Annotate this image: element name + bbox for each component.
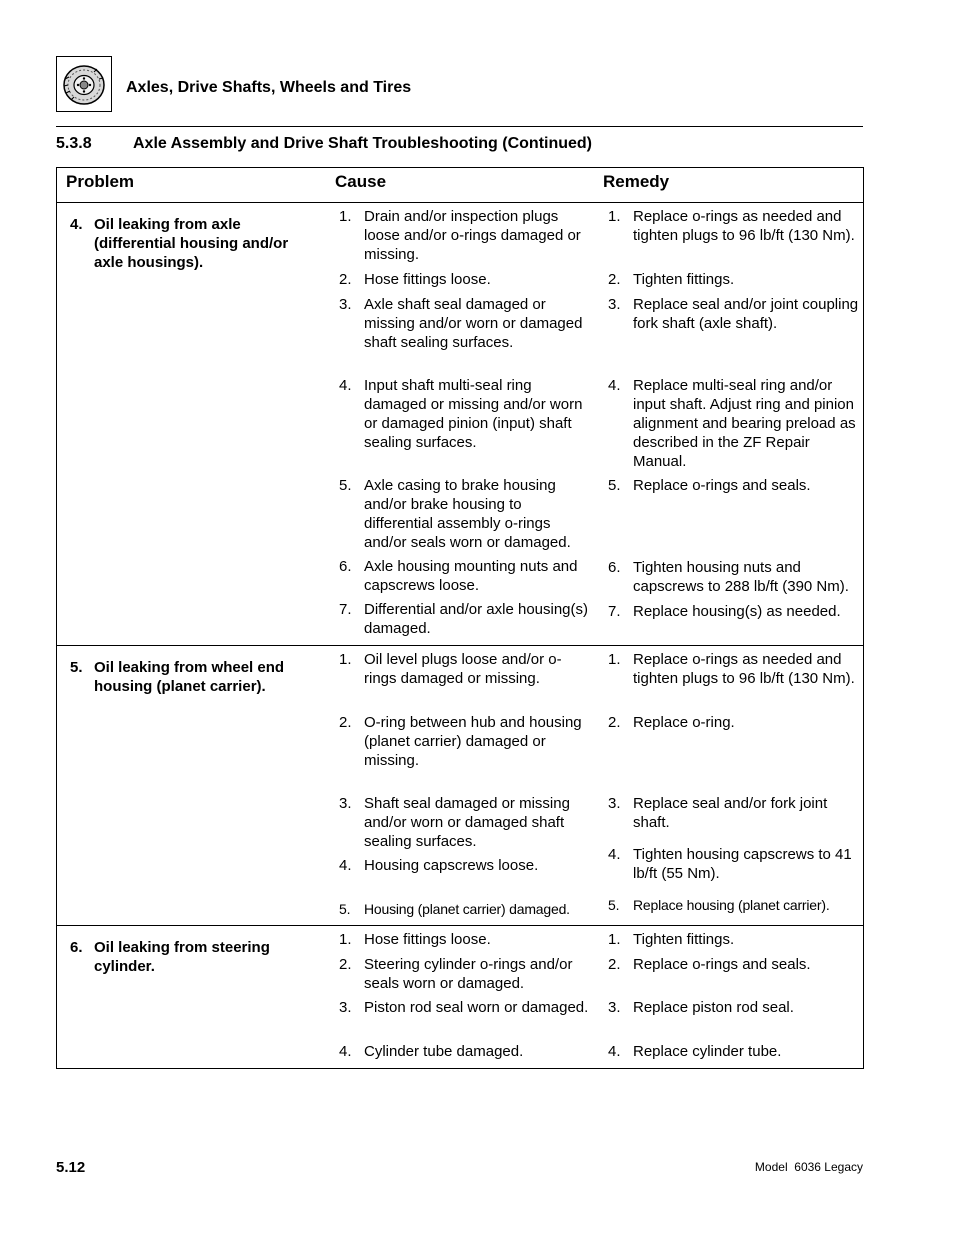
header-icon-box	[56, 56, 112, 112]
cause-item	[339, 650, 589, 688]
cause-number: 7.	[339, 601, 352, 618]
cause-item	[339, 270, 589, 289]
remedy-number: 2.	[608, 714, 621, 731]
remedy-text: Replace o-rings as needed and tighten plugs to 96 lb/ft (130 Nm).	[633, 651, 855, 687]
problem-text: Oil leaking from steering cylinder.	[94, 939, 270, 975]
cause-item	[339, 856, 589, 875]
model-label: Model 6036 Legacy	[754, 1160, 863, 1174]
problem-number: 4.	[70, 216, 83, 233]
cause-number: 1.	[339, 931, 352, 948]
page-number: 5.12	[56, 1159, 86, 1176]
table-row	[57, 203, 863, 646]
remedy-item	[608, 476, 860, 495]
remedy-text: Replace cylinder tube.	[633, 1043, 782, 1060]
cause-text: Hose fittings loose.	[364, 931, 491, 948]
remedy-item	[608, 270, 860, 289]
cause-text: Drain and/or inspection plugs loose and/or o-rings damaged or missing.	[364, 208, 581, 263]
remedy-number: 1.	[608, 931, 621, 948]
remedy-text: Replace o-rings and seals.	[633, 477, 811, 494]
cause-item	[339, 900, 589, 919]
cause-text: Shaft seal damaged or missing and/or worn or damaged shaft sealing surfaces.	[364, 795, 570, 850]
cause-number: 3.	[339, 795, 352, 812]
remedy-text: Replace piston rod seal.	[633, 999, 794, 1016]
remedy-text: Tighten fittings.	[633, 271, 735, 288]
table-row	[57, 646, 863, 926]
remedy-number: 2.	[608, 271, 621, 288]
cause-text: Differential and/or axle housing(s) damaged.	[364, 601, 589, 637]
cause-text: Oil level plugs loose and/or o-rings damaged or missing.	[364, 651, 562, 687]
cause-text: Housing (planet carrier) damaged.	[364, 901, 570, 917]
remedy-number: 3.	[608, 999, 621, 1016]
remedy-text: Replace seal and/or fork joint shaft.	[633, 795, 828, 831]
cause-text: Cylinder tube damaged.	[364, 1043, 524, 1060]
remedy-item	[608, 845, 860, 883]
cause-item	[339, 930, 589, 949]
remedy-item	[608, 1042, 860, 1061]
remedy-text: Replace o-rings as needed and tighten plugs to 96 lb/ft (130 Nm).	[633, 208, 855, 244]
remedy-number: 5.	[608, 477, 621, 494]
remedy-item	[608, 998, 860, 1017]
remedy-item	[608, 207, 860, 245]
remedy-text: Replace housing(s) as needed.	[633, 603, 841, 620]
remedy-number: 6.	[608, 559, 621, 576]
remedy-item	[608, 376, 860, 471]
cause-text: Steering cylinder o-rings and/or seals worn or damaged.	[364, 956, 573, 992]
table-header-row	[57, 168, 863, 203]
cause-number: 2.	[339, 956, 352, 973]
tire-wheel-icon	[59, 59, 109, 109]
remedy-text: Replace o-ring.	[633, 714, 735, 731]
remedy-text: Replace multi-seal ring and/or input shaft. Adjust ring and pinion alignment and bearing preload as described in the ZF Repair Manual.	[633, 377, 856, 470]
problem-number: 6.	[70, 939, 83, 956]
cause-number: 4.	[339, 857, 352, 874]
section-title: Axle Assembly and Drive Shaft Troubleshooting (Continued)	[133, 135, 593, 152]
remedy-text: Replace o-rings and seals.	[633, 956, 811, 973]
remedy-item	[608, 930, 860, 949]
remedy-item	[608, 650, 860, 688]
problem-cell	[70, 658, 310, 696]
cause-item	[339, 207, 589, 264]
cause-number: 1.	[339, 651, 352, 668]
section-number: 5.3.8	[56, 135, 92, 152]
header-divider	[56, 126, 863, 127]
remedy-text: Tighten housing nuts and capscrews to 288 lb/ft (390 Nm).	[633, 559, 849, 595]
remedy-number: 3.	[608, 296, 621, 313]
remedy-item	[608, 794, 860, 832]
problem-text: Oil leaking from axle (differential housing and/or axle housings).	[94, 216, 289, 271]
cause-number: 5.	[339, 901, 351, 917]
remedy-number: 4.	[608, 1043, 621, 1060]
cause-text: Housing capscrews loose.	[364, 857, 539, 874]
cause-text: Piston rod seal worn or damaged.	[364, 999, 589, 1016]
cause-text: O-ring between hub and housing (planet carrier) damaged or missing.	[364, 714, 582, 769]
cause-item	[339, 998, 589, 1017]
column-header-remedy: Remedy	[603, 172, 670, 191]
problem-number: 5.	[70, 659, 83, 676]
column-header-problem: Problem	[66, 172, 135, 191]
cause-number: 4.	[339, 1043, 352, 1060]
cause-text: Axle housing mounting nuts and capscrews loose.	[364, 558, 578, 594]
remedy-item	[608, 558, 860, 596]
header-title: Axles, Drive Shafts, Wheels and Tires	[126, 79, 412, 96]
remedy-number: 1.	[608, 651, 621, 668]
problem-cell	[70, 938, 310, 976]
cause-item	[339, 557, 589, 595]
remedy-text: Replace housing (planet carrier).	[633, 897, 830, 913]
remedy-number: 3.	[608, 795, 621, 812]
cause-number: 2.	[339, 714, 352, 731]
cause-item	[339, 794, 589, 851]
cause-text: Input shaft multi-seal ring damaged or missing and/or worn or damaged pinion (input) shaft sealing surfaces.	[364, 377, 583, 451]
cause-item	[339, 376, 589, 452]
cause-item	[339, 713, 589, 770]
cause-item	[339, 955, 589, 993]
cause-item	[339, 476, 589, 552]
cause-item	[339, 1042, 589, 1061]
cause-item	[339, 295, 589, 352]
remedy-number: 7.	[608, 603, 621, 620]
cause-number: 6.	[339, 558, 352, 575]
cause-number: 3.	[339, 999, 352, 1016]
remedy-item	[608, 295, 860, 333]
remedy-number: 4.	[608, 846, 621, 863]
cause-item	[339, 600, 589, 638]
remedy-text: Tighten fittings.	[633, 931, 735, 948]
remedy-text: Replace seal and/or joint coupling fork shaft (axle shaft).	[633, 296, 859, 332]
remedy-item	[608, 713, 860, 732]
cause-text: Axle shaft seal damaged or missing and/or worn or damaged shaft sealing surfaces.	[364, 296, 583, 351]
cause-number: 2.	[339, 271, 352, 288]
cause-number: 3.	[339, 296, 352, 313]
cause-number: 1.	[339, 208, 352, 225]
remedy-number: 4.	[608, 377, 621, 394]
cause-text: Hose fittings loose.	[364, 271, 491, 288]
cause-text: Axle casing to brake housing and/or brake housing to differential assembly o-rings and/or seals worn or damaged.	[364, 477, 571, 551]
cause-number: 4.	[339, 377, 352, 394]
remedy-number: 5.	[608, 897, 620, 913]
column-header-cause: Cause	[335, 172, 387, 191]
remedy-number: 1.	[608, 208, 621, 225]
problem-cell	[70, 215, 310, 272]
remedy-text: Tighten housing capscrews to 41 lb/ft (55 Nm).	[633, 846, 852, 882]
remedy-item	[608, 896, 860, 915]
remedy-item	[608, 602, 860, 621]
remedy-number: 2.	[608, 956, 621, 973]
troubleshooting-table	[56, 167, 864, 1069]
problem-text: Oil leaking from wheel end housing (planet carrier).	[94, 659, 285, 695]
remedy-item	[608, 955, 860, 974]
cause-number: 5.	[339, 477, 352, 494]
table-row	[57, 926, 863, 1068]
